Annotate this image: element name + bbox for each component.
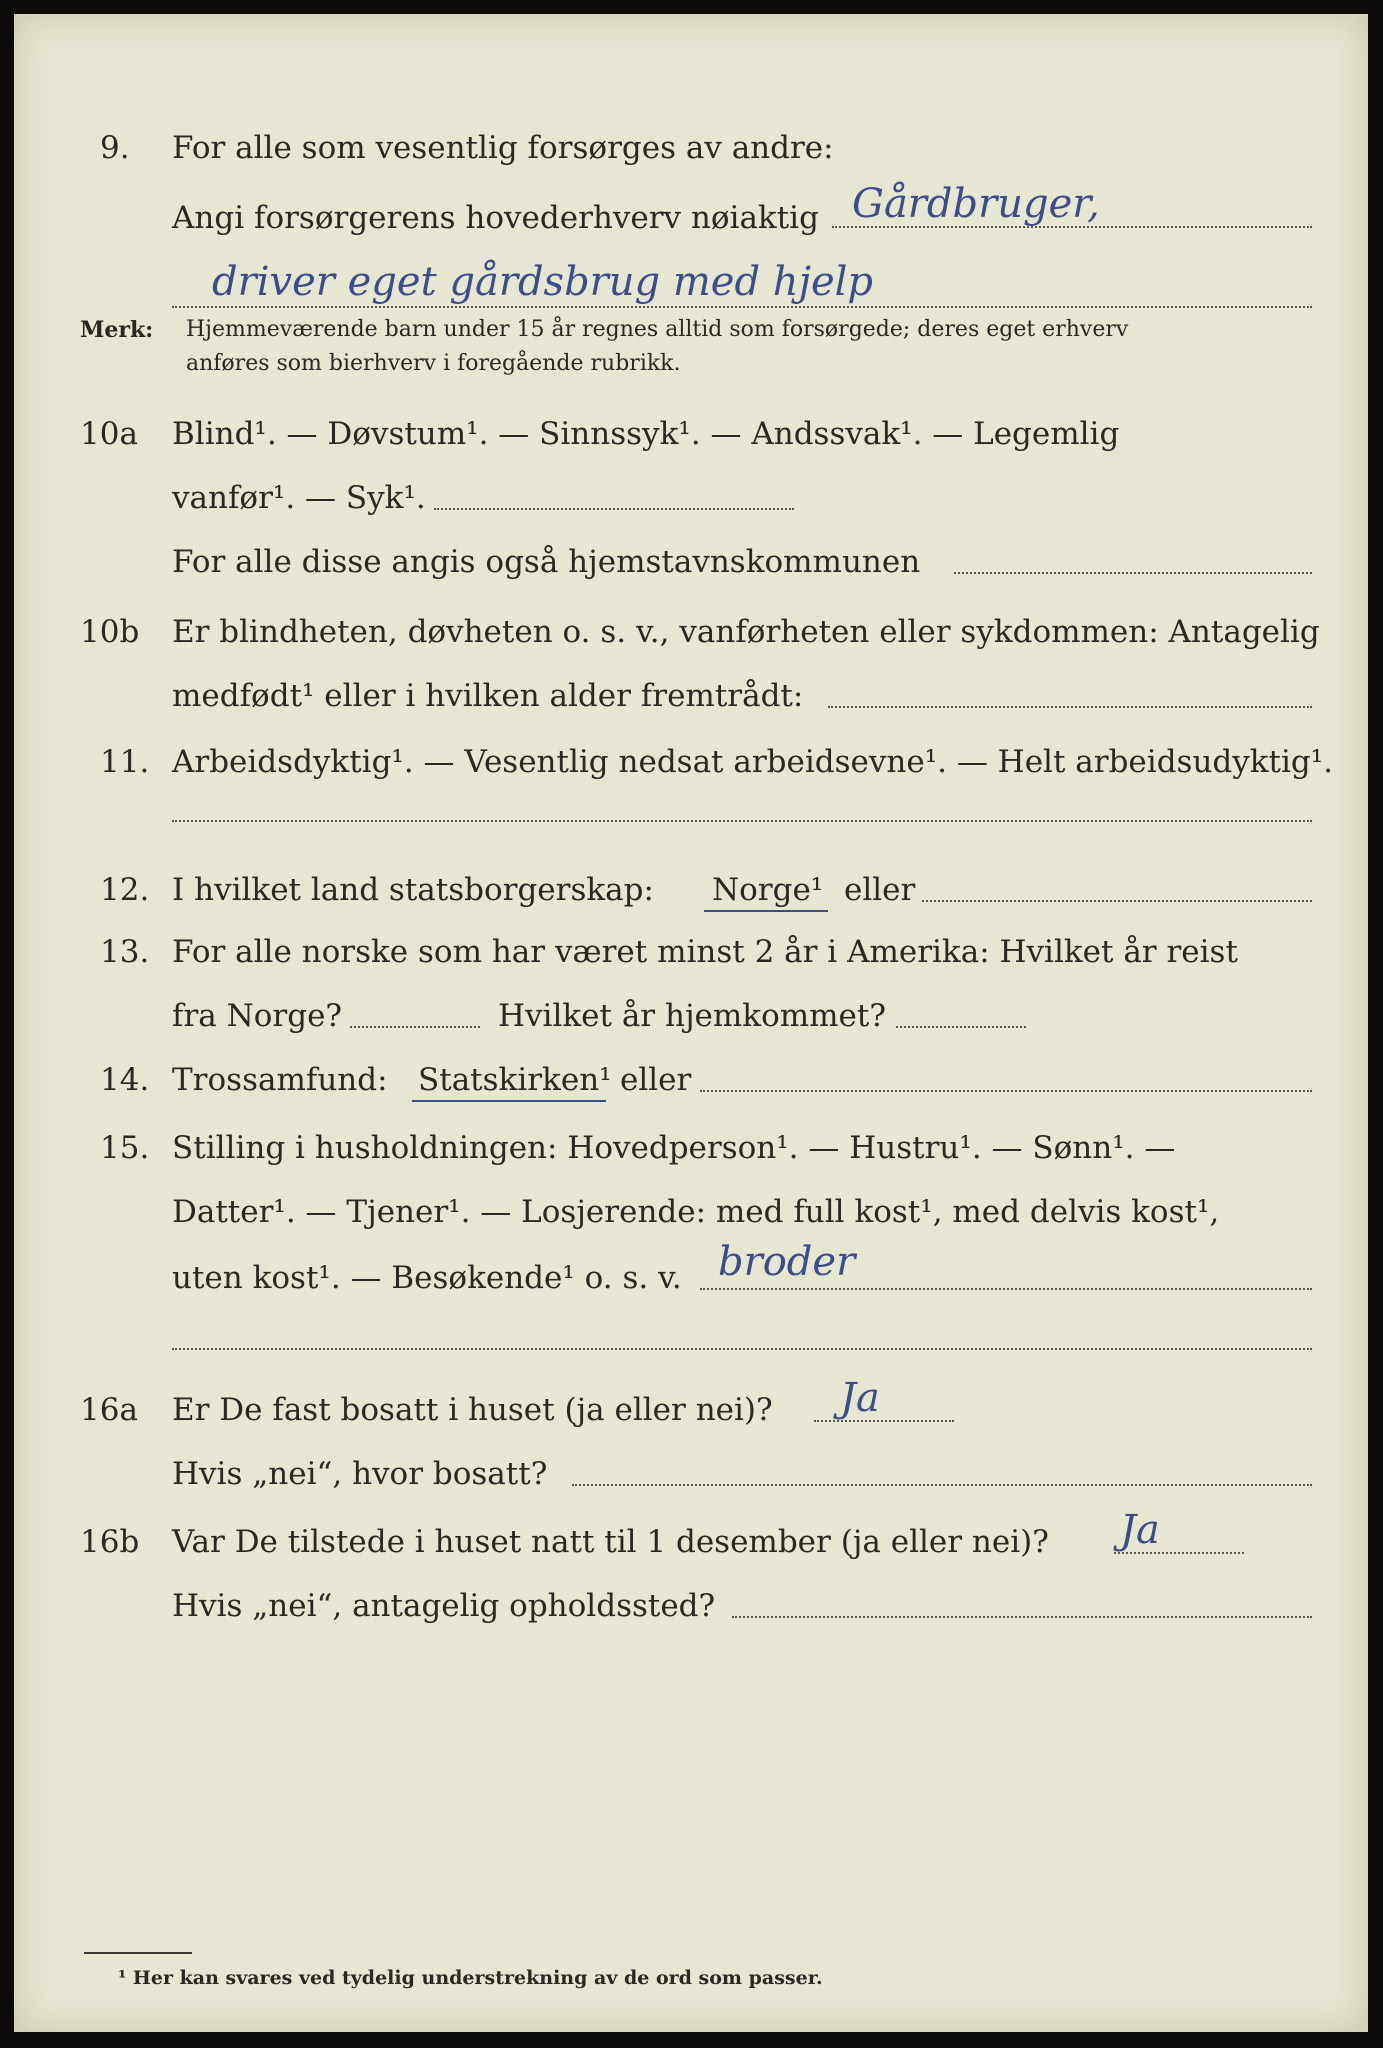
q10a-syk-line [434,508,794,510]
q10a-line3: For alle disse angis også hjemstavnskommunen [172,544,921,580]
q14-option-underline [412,1100,606,1102]
q11-answer-line [172,820,1312,822]
q12-line1: I hvilket land statsborgerskap: [172,872,654,908]
q12-eller: eller [844,872,916,908]
q15-line2: Datter¹. — Tjener¹. — Losjerende: med full kost¹, med delvis kost¹, [172,1194,1220,1230]
q14-eller: eller [620,1062,692,1098]
q10a-number: 10a [80,416,138,452]
q15-number: 15. [100,1130,150,1166]
q16b-opholdssted-line [732,1616,1312,1618]
q15-answer: broder [718,1239,856,1285]
merk-line1: Hjemmeværende barn under 15 år regnes alltid som forsørgede; deres eget erhverv [186,317,1129,342]
q16a-line1: Er De fast bosatt i huset (ja eller nei)? [172,1392,773,1428]
q16b-line2: Hvis „nei“, antagelig opholdssted? [172,1588,716,1624]
q10a-line2: vanfør¹. — Syk¹. [172,480,426,516]
q9-answer-line2 [172,306,1312,308]
q13-line2b: Hvilket år hjemkommet? [498,998,886,1034]
q10b-answer-line [828,706,1312,708]
q10b-line1: Er blindheten, døvheten o. s. v., vanførheten eller sykdommen: Antagelig [172,614,1320,650]
q16a-bosatt-line [572,1484,1312,1486]
q9-answer1: Gårdbruger, [852,181,1100,227]
q14-option: Statskirken¹ [418,1062,612,1098]
q15-line1: Stilling i husholdningen: Hovedperson¹. — Hustru¹. — Sønn¹. — [172,1130,1176,1166]
q15-line3: uten kost¹. — Besøkende¹ o. s. v. [172,1260,682,1296]
q9-line2: Angi forsørgerens hovederhverv nøiaktig [172,200,819,236]
q9-line1: For alle som vesentlig forsørges av andre: [172,130,834,166]
q15-extra-line [172,1348,1312,1350]
merk-line2: anføres som bierhverv i foregående rubrikk. [186,351,681,376]
q13-hjemkommet-line [896,1026,1026,1028]
q16a-answer: Ja [840,1375,880,1421]
q13-line1: For alle norske som har været minst 2 år i Amerika: Hvilket år reist [172,934,1238,970]
q13-number: 13. [100,934,150,970]
q11-number: 11. [100,744,150,780]
q16a-number: 16a [80,1392,138,1428]
q14-label: Trossamfund: [172,1062,388,1098]
q9-answer2: driver eget gårdsbrug med hjelp [212,259,874,305]
q10b-number: 10b [80,614,140,650]
q10a-line1: Blind¹. — Døvstum¹. — Sinnssyk¹. — Andssvak¹. — Legemlig [172,416,1120,452]
q16b-answer-line [1114,1552,1244,1554]
footnote: ¹ Her kan svares ved tydelig understrekning av de ord som passer. [118,1967,823,1989]
census-form-page [14,14,1368,2032]
q9-number: 9. [100,130,130,166]
q12-norge-underline [704,910,828,912]
q16a-answer-line [814,1420,954,1422]
q13-line2a: fra Norge? [172,998,343,1034]
q16b-line1: Var De tilstede i huset natt til 1 desember (ja eller nei)? [172,1524,1049,1560]
q15-answer-line [700,1288,1312,1290]
q16b-answer: Ja [1120,1507,1160,1553]
q12-norge: Norge¹ [712,872,824,908]
q10b-line2: medfødt¹ eller i hvilken alder fremtrådt: [172,678,804,714]
q12-answer-line [922,900,1312,902]
q16a-line2: Hvis „nei“, hvor bosatt? [172,1456,548,1492]
q13-reist-line [350,1026,480,1028]
q11-line1: Arbeidsdyktig¹. — Vesentlig nedsat arbeidsevne¹. — Helt arbeidsudyktig¹. [172,744,1334,780]
merk-label: Merk: [80,317,154,343]
q14-answer-line [700,1090,1312,1092]
q16b-number: 16b [80,1524,140,1560]
q14-number: 14. [100,1062,150,1098]
footnote-rule [84,1952,192,1954]
q10a-kommune-line [954,572,1312,574]
q12-number: 12. [100,872,150,908]
